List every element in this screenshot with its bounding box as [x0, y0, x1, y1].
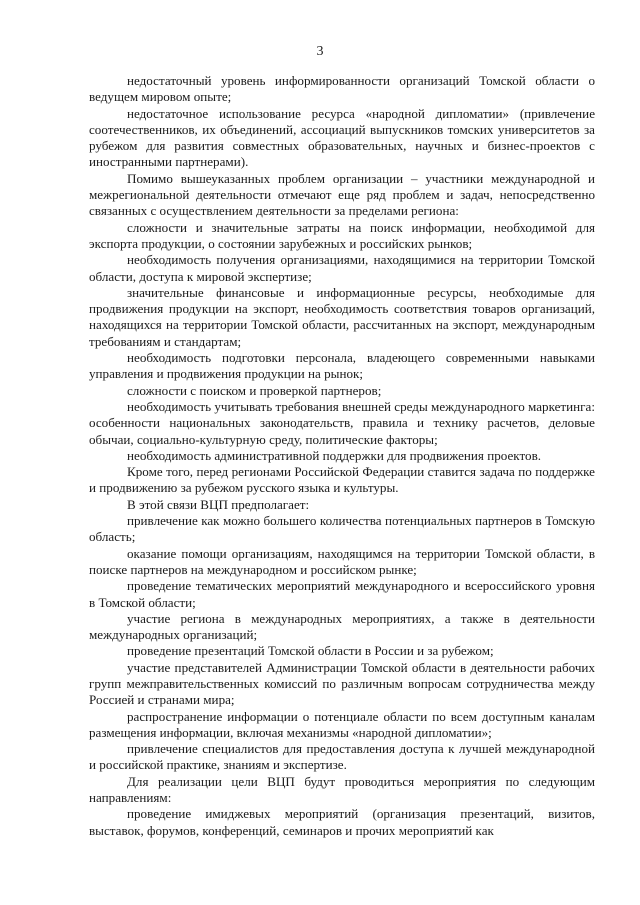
paragraph: привлечение как можно большего количества потенциальных партнеров в Томскую область; [89, 513, 595, 545]
paragraph: Для реализации цели ВЦП будут проводиться мероприятия по следующим направлениям: [89, 773, 595, 806]
paragraph: необходимость получения организациями, находящимися на территории Томской области, доступа к мировой экспертизе; [89, 252, 595, 284]
paragraph: недостаточное использование ресурса «народной дипломатии» (привлечение соотечественников, их объединений, ассоциаций выпускников томских университетов за рубежом для развития совместных образовательных, научных и бизнес-проектов с иностранными партнерами). [89, 105, 595, 170]
document-body [89, 73, 595, 839]
paragraph: проведение презентаций Томской области в России и за рубежом; [127, 643, 494, 659]
paragraph: В этой связи ВЦП предполагает: [127, 496, 310, 512]
paragraph: недостаточный уровень информированности организаций Томской области о ведущем мировом опыте; [89, 73, 595, 105]
paragraph: необходимость подготовки персонала, владеющего современными навыками управления и продвижения продукции на рынок; [89, 350, 595, 382]
paragraph: Кроме того, перед регионами Российской Федерации ставится задача по поддержке и продвижению за рубежом русского языка и культуры. [89, 464, 595, 496]
paragraph: сложности с поиском и проверкой партнеров; [127, 382, 382, 398]
paragraph: проведение тематических мероприятий международного и всероссийского уровня в Томской области; [89, 578, 595, 610]
page-number: 3 [316, 44, 324, 59]
paragraph: участие представителей Администрации Томской области в деятельности рабочих групп межправительственных комиссий по различным вопросам сотрудничества между Россией и странами мира; [89, 659, 595, 708]
paragraph: привлечение специалистов для предоставления доступа к лучшей международной и российской практике, знаниям и экспертизе. [89, 741, 595, 773]
paragraph: необходимость учитывать требования внешней среды международного маркетинга: особенности национальных законодательств, правила и технику расчетов, деловые обычаи, социально-культурную среду, политические факторы; [89, 398, 595, 447]
paragraph: необходимость административной поддержки для продвижения проектов. [127, 447, 542, 463]
paragraph: сложности и значительные затраты на поиск информации, необходимой для экспорта продукции, о состоянии зарубежных и российских рынков; [89, 219, 595, 251]
paragraph: проведение имиджевых мероприятий (организация презентаций, визитов, выставок, форумов, конференций, семинаров и прочих мероприятий как [89, 806, 595, 838]
paragraph: Помимо вышеуказанных проблем организации – участники международной и межрегиональной деятельности отмечают еще ряд проблем и задач, непосредственно связанных с осуществлением деятельности за пределами региона: [89, 170, 595, 219]
paragraph: оказание помощи организациям, находящимся на территории Томской области, в поиске партнеров на международном и российском рынке; [89, 545, 595, 577]
paragraph: значительные финансовые и информационные ресурсы, необходимые для продвижения продукции на экспорт, необходимость соответствия товаров организаций, находящихся на территории Томской области, рассчитанных на экспорт, международным требованиям и стандартам; [89, 284, 595, 349]
paragraph: распространение информации о потенциале области по всем доступным каналам размещения информации, включая механизмы «народной дипломатии»; [89, 708, 595, 740]
paragraph: участие региона в международных мероприятиях, а также в деятельности международных организаций; [89, 610, 595, 643]
